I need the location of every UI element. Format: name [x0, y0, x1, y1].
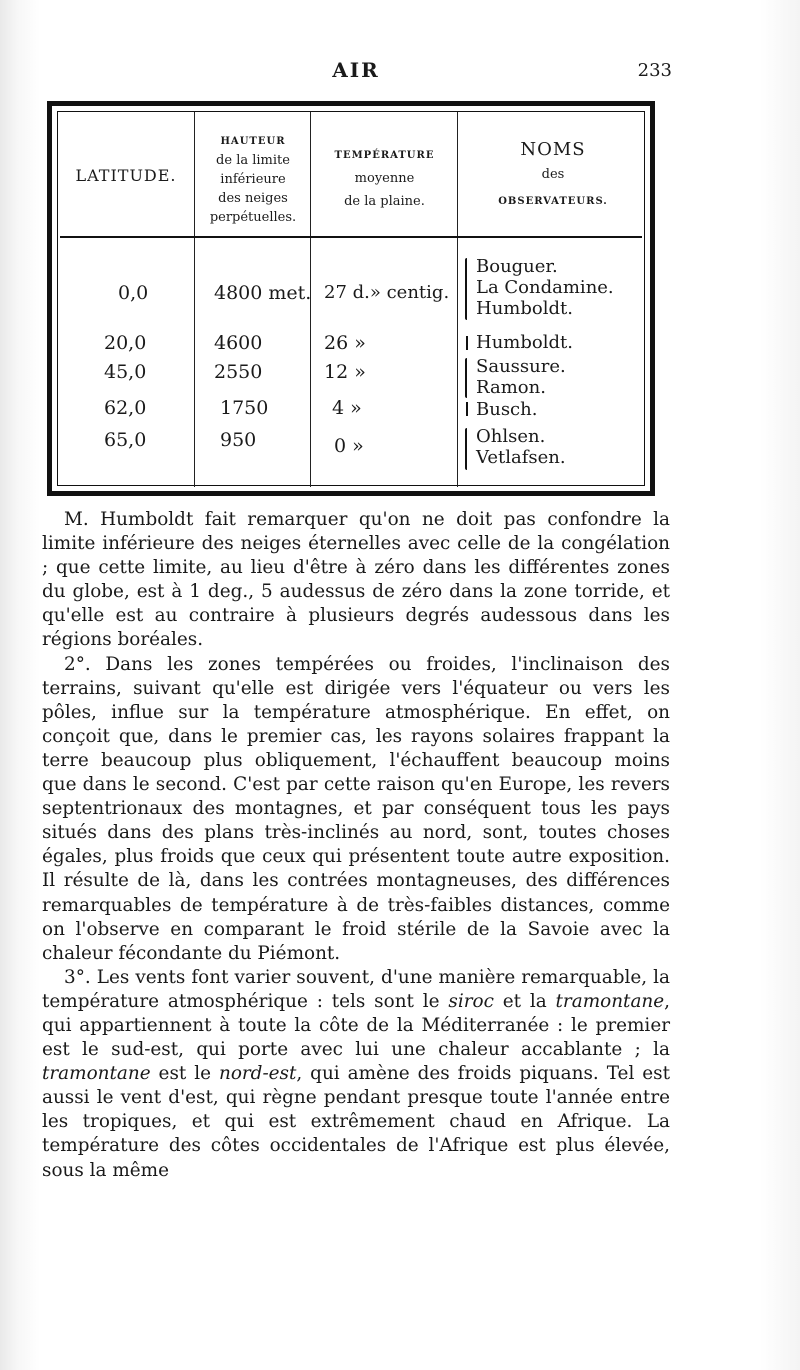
cell-latitude: 0,0: [118, 282, 149, 304]
header-hauteur-line: de la limite: [216, 153, 290, 168]
observer-name: Saussure.: [476, 356, 566, 377]
term-siroc: siroc: [448, 990, 494, 1012]
header-temperature: [312, 146, 457, 211]
cell-latitude: 65,0: [104, 429, 147, 451]
snow-limit-table: [47, 101, 655, 496]
header-noms-line: OBSERVATEURS.: [498, 196, 608, 207]
observer-name: Busch.: [476, 399, 538, 420]
text-run: et la: [493, 990, 556, 1012]
brace-mark: [465, 358, 467, 398]
paragraph-humboldt: M. Humboldt fait remarquer qu'on ne doit pas confondre la limite inférieure des neiges éternelles avec celle de la congélation ; que cette limite, au lieu d'être à zéro dans les différentes zones du globe, est à 1 deg., 5 audessus de zéro dans la zone torride, et qu'elle est au contraire à plusieurs degrés audessous dans les régions boréales.: [42, 509, 670, 651]
cell-hauteur: 950: [220, 429, 257, 451]
cell-temperature: 27 d.» centig.: [324, 282, 450, 303]
observer-name: Ohlsen.: [476, 426, 546, 447]
cell-temperature: 4 »: [332, 397, 362, 419]
running-head: [46, 58, 672, 88]
header-hauteur-line: perpétuelles.: [209, 210, 297, 225]
text-run: , qui amène des froids piquans. Tel est aussi le vent d'est, qui règne pendant presque toute l'année entre les tropiques, et qui est extrêmement chaud en Afrique. La température des côtes occidentales de l'Afrique est plus élevée, sous la même: [42, 1063, 670, 1181]
brace-mark: [466, 336, 468, 350]
cell-hauteur: 1750: [220, 397, 269, 419]
header-hauteur-line: HAUTEUR: [220, 136, 286, 147]
paragraph-vents: [42, 966, 670, 1183]
observer-name: Ramon.: [476, 377, 546, 398]
observer-name: Humboldt.: [476, 298, 573, 319]
header-temperature-line: de la plaine.: [344, 194, 425, 209]
cell-observers: [476, 399, 537, 420]
observer-name: La Condamine.: [476, 277, 614, 298]
header-hauteur-line: des neiges: [218, 191, 288, 206]
header-hauteur-line: inférieure: [220, 172, 286, 187]
column-divider: [457, 112, 458, 487]
cell-temperature: 0 »: [334, 435, 364, 457]
cell-hauteur: 4800 met.: [214, 282, 312, 304]
term-tramontane: tramontane: [42, 1063, 151, 1085]
header-noms-line: NOMS: [520, 139, 586, 160]
cell-latitude: 45,0: [104, 361, 147, 383]
term-tramontane: tramontane: [555, 990, 665, 1012]
header-latitude: LATITUDE.: [75, 166, 177, 185]
text-run: 3°. Les vents font varier souvent, d'une manière remarquable, la température atmosphérique : tels sont le: [42, 966, 670, 1012]
header-temperature-line: TEMPÉRATURE: [334, 150, 435, 161]
column-divider: [194, 112, 195, 487]
cell-temperature: 12 »: [324, 361, 366, 383]
body-text: [42, 508, 670, 1183]
text-run: est le: [150, 1063, 219, 1085]
header-divider: [60, 236, 642, 238]
text-run: , qui appartiennent à toute la côte de la Méditerranée : le premier est le sud-est, qui porte avec lui une chaleur accablante ; la: [42, 990, 670, 1061]
cell-observers: [476, 332, 573, 353]
term-nord-est: nord-est: [218, 1063, 297, 1085]
cell-observers: [476, 426, 566, 468]
page-number: 233: [637, 60, 672, 81]
observer-name: Bouguer.: [476, 256, 558, 277]
paragraph-inclinaison: 2°. Dans les zones tempérées ou froides, l'inclinaison des terrains, suivant qu'elle est dirigée vers l'équateur ou vers les pôles, influe sur la température atmosphérique. En effet, on conçoit que, dans le premier cas, les rayons solaires frappant la terre beaucoup plus obliquement, l'échauffent beaucoup moins que dans le second. C'est par cette raison qu'en Europe, les revers septentrionaux des montagnes, et par conséquent tous les pays situés dans des plans très-inclinés au nord, sont, toutes choses égales, plus froids que ceux qui présentent toute autre exposition. Il résulte de là, dans les contrées montagneuses, des différences remarquables de température à de très-faibles distances, comme on l'observe en comparant le froid stérile de la Savoie avec la chaleur fécondante du Piémont.: [42, 653, 670, 964]
header-hauteur: [196, 132, 310, 227]
observer-name: Humboldt.: [476, 332, 573, 353]
cell-latitude: 20,0: [104, 332, 147, 354]
cell-observers: [476, 356, 566, 398]
cell-latitude: 62,0: [104, 397, 147, 419]
cell-hauteur: 4600: [214, 332, 263, 354]
running-title: AIR: [332, 58, 380, 82]
header-temperature-line: moyenne: [354, 171, 415, 186]
header-noms: [459, 140, 647, 211]
header-noms-line: des: [541, 167, 565, 182]
cell-hauteur: 2550: [214, 361, 263, 383]
cell-temperature: 26 »: [324, 332, 366, 354]
brace-mark: [466, 402, 468, 416]
brace-mark: [465, 258, 467, 320]
brace-mark: [465, 428, 467, 470]
observer-name: Vetlafsen.: [476, 447, 566, 468]
cell-observers: [476, 256, 614, 319]
